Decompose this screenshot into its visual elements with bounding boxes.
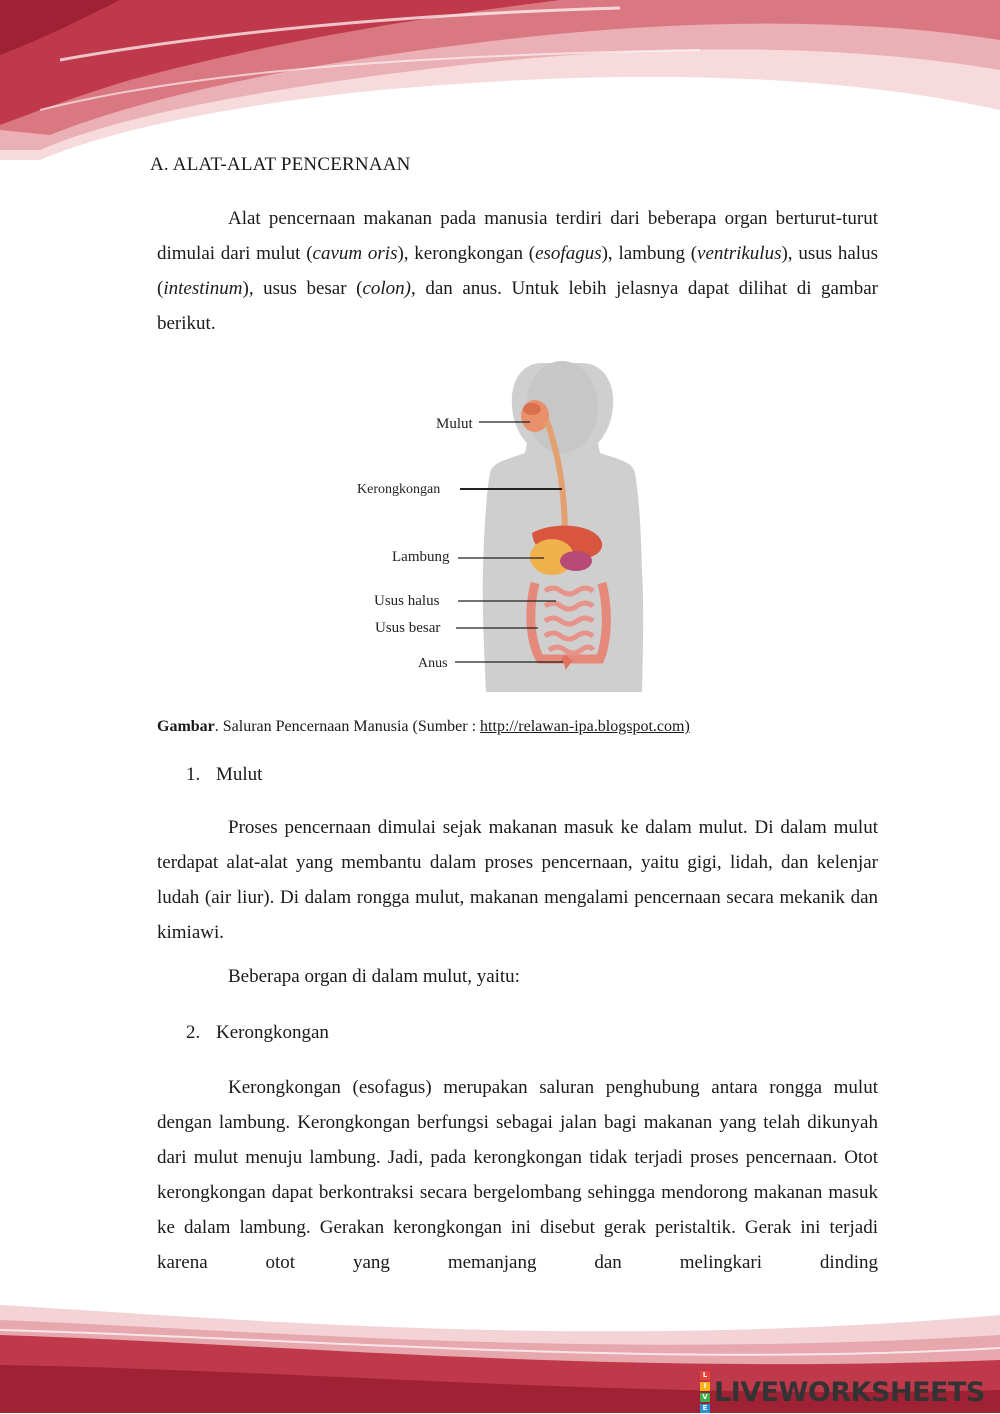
mulut-paragraph: Proses pencernaan dimulai sejak makanan masuk ke dalam mulut. Di dalam mulut terdapat alat-alat yang membantu dalam proses pencernaan, yaitu gigi, lidah, dan kelenjar ludah (air liur). Di dalam rongga mulut, makanan mengalami pencernaan secara mekanik dan kimiawi. <box>157 817 878 943</box>
section-heading: A. ALAT-ALAT PENCERNAAN <box>150 154 411 175</box>
label-lambung: Lambung <box>392 549 450 565</box>
intro-paragraph: Alat pencernaan makanan pada manusia terdiri dari beberapa organ berturut-turut dimulai dari mulut (cavum oris), kerongkongan (esofagus), lambung (ventrikulus), usus halus (intestinum), usus besar (colon), dan anus. Untuk lebih jelasnya dapat dilihat di gambar berikut. <box>157 208 879 334</box>
label-kerongkongan: Kerongkongan <box>357 482 441 497</box>
brand-text: LIVEWORKSHEETS <box>714 1376 985 1408</box>
top-decorative-banner <box>0 0 1000 160</box>
label-anus: Anus <box>418 656 448 671</box>
digestive-system-illustration <box>352 361 675 692</box>
liveworksheets-logo-icon: L I V E <box>700 1370 710 1414</box>
label-usus-halus: Usus halus <box>374 593 440 609</box>
source-link[interactable]: http://relawan-ipa.blogspot.com) <box>480 718 690 735</box>
digestive-system-figure <box>352 361 675 692</box>
list-item-kerongkongan: 2. Kerongkongan <box>186 1022 329 1043</box>
mulut-organs-intro: Beberapa organ di dalam mulut, yaitu: <box>228 966 520 987</box>
figure-caption: Gambar. Saluran Pencernaan Manusia (Sumber : http://relawan-ipa.blogspot.com) <box>157 718 690 735</box>
label-usus-besar: Usus besar <box>375 620 441 636</box>
liveworksheets-brand <box>700 1371 985 1412</box>
label-mulut: Mulut <box>436 416 473 432</box>
kerongkongan-paragraph: Kerongkongan (esofagus) merupakan saluran penghubung antara rongga mulut dengan lambung. Kerongkongan berfungsi sebagai jalan bagi makanan yang telah dikunyah dari mulut menuju lambung. Jadi, pada kerongkongan tidak terjadi proses pencernaan. Otot kerongkongan dapat berkontraksi secara bergelombang sehingga mendorong makanan masuk ke dalam lambung. Gerakan kerongkongan ini disebut gerak peristaltik. Gerak ini terjadi karena otot yang memanjang dan melingkari dinding <box>157 1077 878 1273</box>
list-item-mulut: 1. Mulut <box>186 764 263 785</box>
